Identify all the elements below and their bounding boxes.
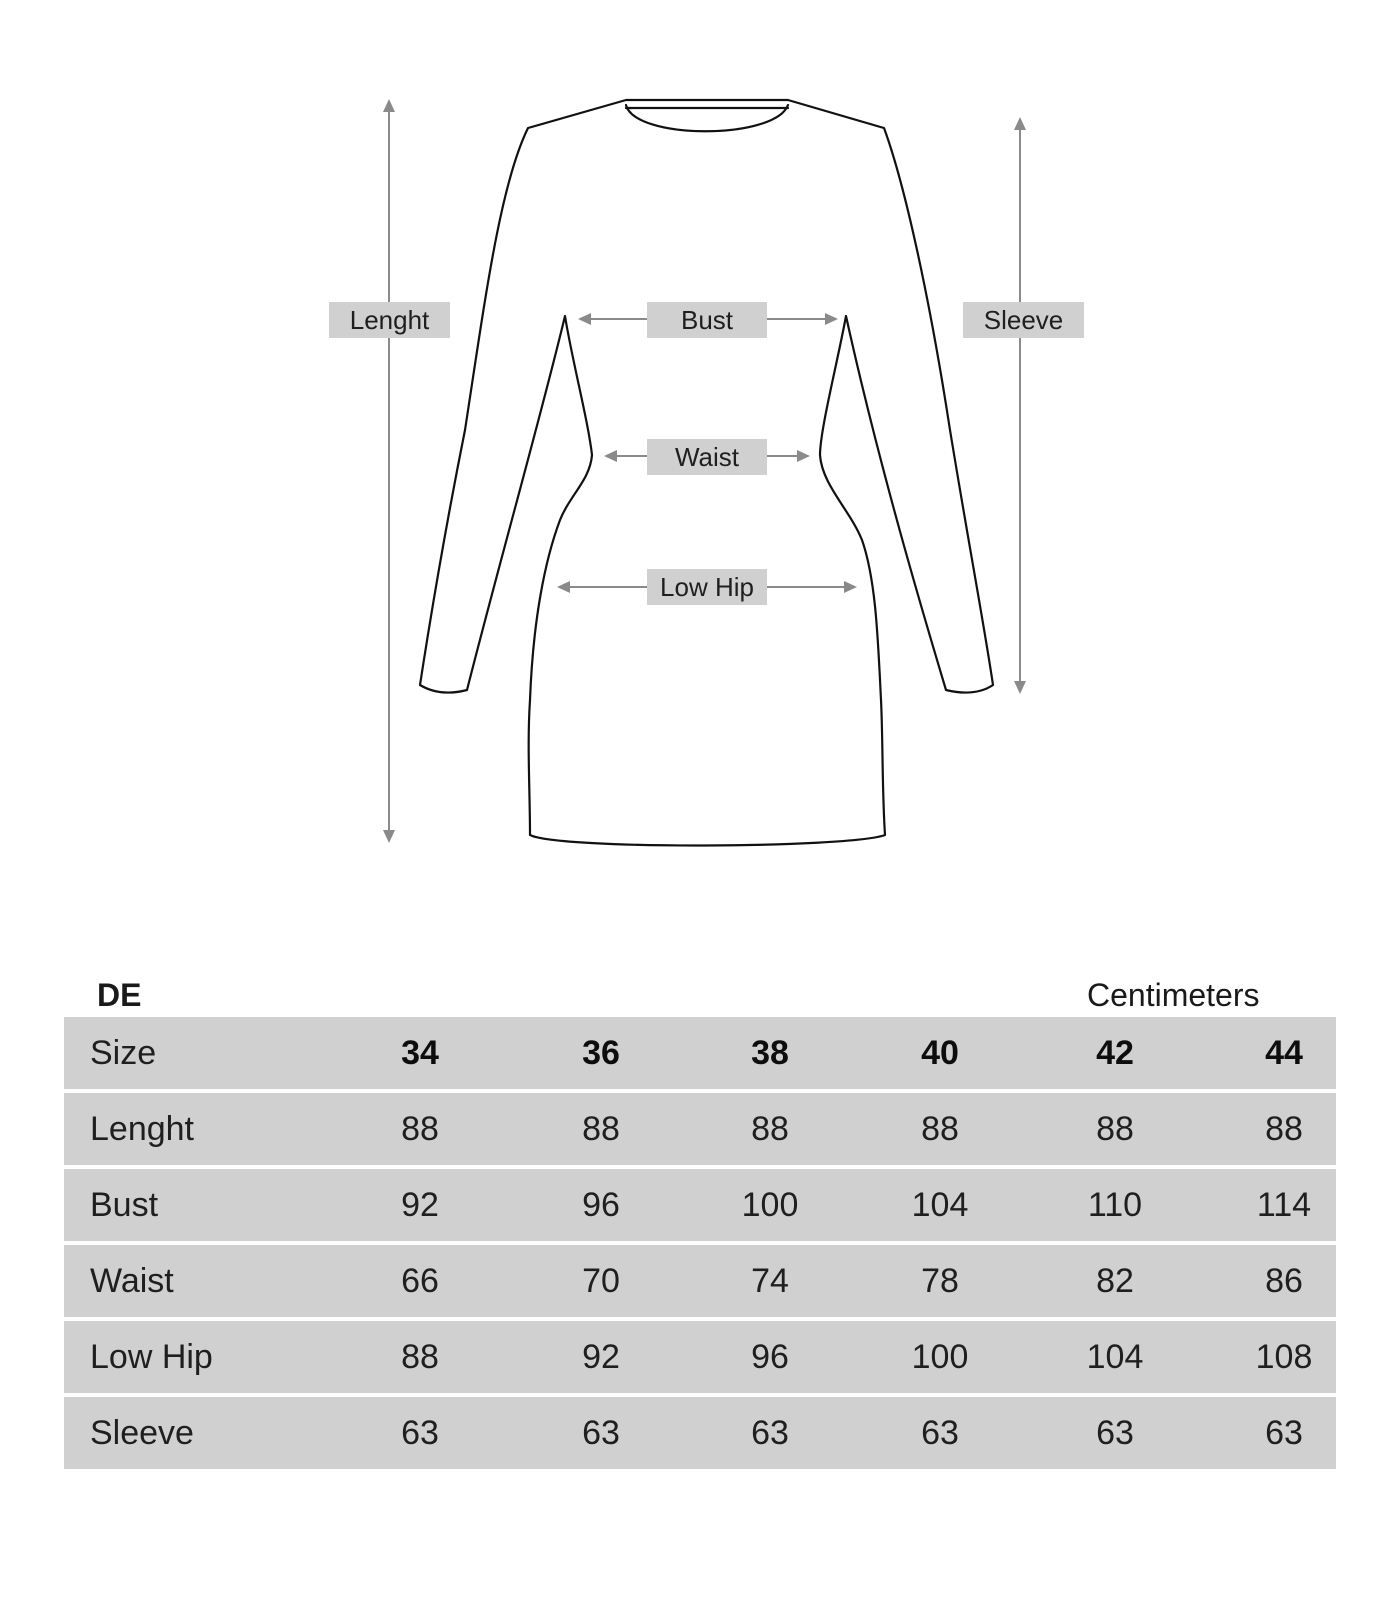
size-header-row: [64, 1017, 1336, 1089]
row-label: Low Hip: [90, 1338, 213, 1376]
table-cell: 63: [582, 1414, 620, 1452]
size-44: 44: [1265, 1034, 1303, 1072]
table-cell: 92: [582, 1338, 620, 1376]
bust-arrow-right: [825, 313, 838, 325]
row-label: Waist: [90, 1262, 174, 1300]
size-34: 34: [401, 1034, 439, 1072]
length-tag-label: Lenght: [349, 305, 430, 335]
waist-arrow-right: [797, 450, 810, 462]
table-cell: 88: [401, 1110, 439, 1148]
table-cell: 110: [1087, 1186, 1143, 1224]
sleeve-row: [64, 1397, 1336, 1469]
low-hip-row: [64, 1321, 1336, 1393]
table-cell: 96: [582, 1186, 620, 1224]
table-cell: 74: [751, 1262, 789, 1300]
size-chart-table: [64, 1017, 1336, 1469]
size-header-label: Size: [90, 1034, 157, 1072]
region-label: DE: [97, 977, 142, 1013]
table-cell: 96: [751, 1338, 789, 1376]
length-arrow-bottom: [383, 830, 395, 843]
row-label: Bust: [90, 1186, 159, 1224]
bust-row: [64, 1169, 1336, 1241]
table-cell: 63: [751, 1414, 789, 1452]
table-cell: 63: [1265, 1414, 1303, 1452]
row-label: Sleeve: [90, 1414, 194, 1452]
table-cell: 63: [401, 1414, 439, 1452]
table-cell: 66: [401, 1262, 439, 1300]
bust-arrow-left: [578, 313, 591, 325]
table-cell: 86: [1265, 1262, 1303, 1300]
table-cell: 88: [751, 1110, 789, 1148]
length-row: [64, 1093, 1336, 1165]
table-cell: 88: [1265, 1110, 1303, 1148]
length-arrow-top: [383, 99, 395, 112]
low-hip-arrow-right: [844, 581, 857, 593]
table-cell: 114: [1256, 1186, 1312, 1224]
low-hip-tag-label: Low Hip: [660, 572, 754, 602]
waist-tag-label: Waist: [674, 442, 740, 472]
table-cell: 100: [911, 1338, 969, 1376]
table-cell: 92: [401, 1186, 439, 1224]
table-cell: 63: [921, 1414, 959, 1452]
table-cell: 104: [1086, 1338, 1144, 1376]
table-cell: 88: [921, 1110, 959, 1148]
table-cell: 70: [582, 1262, 620, 1300]
size-40: 40: [921, 1034, 959, 1072]
size-42: 42: [1096, 1034, 1134, 1072]
table-cell: 88: [582, 1110, 620, 1148]
table-cell: 104: [911, 1186, 969, 1224]
unit-label: Centimeters: [1087, 977, 1260, 1013]
waist-arrow-left: [604, 450, 617, 462]
sleeve-arrow-top: [1014, 117, 1026, 130]
size-38: 38: [751, 1034, 789, 1072]
table-cell: 100: [741, 1186, 799, 1224]
bust-tag-label: Bust: [680, 305, 734, 335]
table-cell: 63: [1096, 1414, 1134, 1452]
table-cell: 108: [1255, 1338, 1313, 1376]
waist-row: [64, 1245, 1336, 1317]
row-label: Lenght: [90, 1110, 194, 1148]
sleeve-arrow-bottom: [1014, 681, 1026, 694]
table-cell: 78: [921, 1262, 959, 1300]
low-hip-arrow-left: [557, 581, 570, 593]
sleeve-tag-label: Sleeve: [983, 305, 1064, 335]
table-cell: 82: [1096, 1262, 1134, 1300]
table-cell: 88: [1096, 1110, 1134, 1148]
table-cell: 88: [401, 1338, 439, 1376]
size-36: 36: [582, 1034, 620, 1072]
